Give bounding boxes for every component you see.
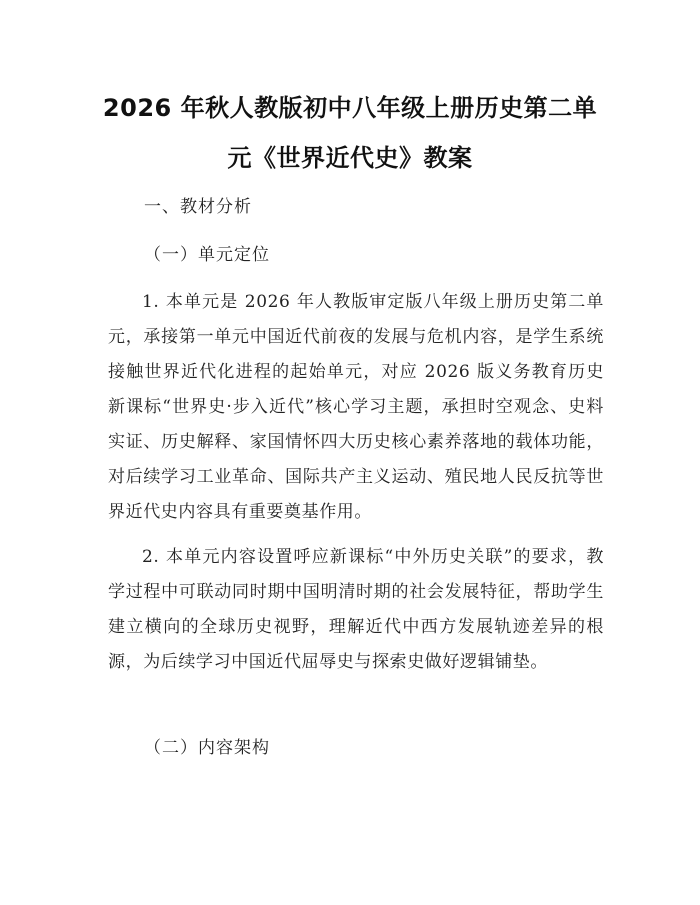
section-heading-textbook-analysis: 一、教材分析 [144,197,252,217]
paragraph-2: 2. 本单元内容设置呼应新课标“中外历史关联”的要求，教学过程中可联动同时期中国明清时期的社会发展特征，帮助学生建立横向的全球历史视野，理解近代中西方发展轨迹差异的根源，为后续学习中国近代屈辱史与探索史做好逻辑铺垫。 [108,547,604,672]
document-title-line-1: 2026 年秋人教版初中八年级上册历史第二单 [102,94,598,122]
document-title-line-2: 元《世界近代史》教案 [227,144,473,172]
paragraph-1: 1. 本单元是 2026 年人教版审定版八年级上册历史第二单元，承接第一单元中国近代前夜的发展与危机内容，是学生系统接触世界近代化进程的起始单元，对应 2026 版义务教育历史新课标“世界史·步入近代”核心学习主题，承担时空观念、史料实证、历史解释、家国情怀四大历史核心素养落地的载体功能，对后续学习工业革命、国际共产主义运动、殖民地人民反抗等世界近代史内容具有重要奠基作用。 [108,292,604,522]
subsection-heading-content-structure: （二）内容架构 [144,738,270,758]
subsection-heading-unit-position: （一）单元定位 [144,245,270,265]
